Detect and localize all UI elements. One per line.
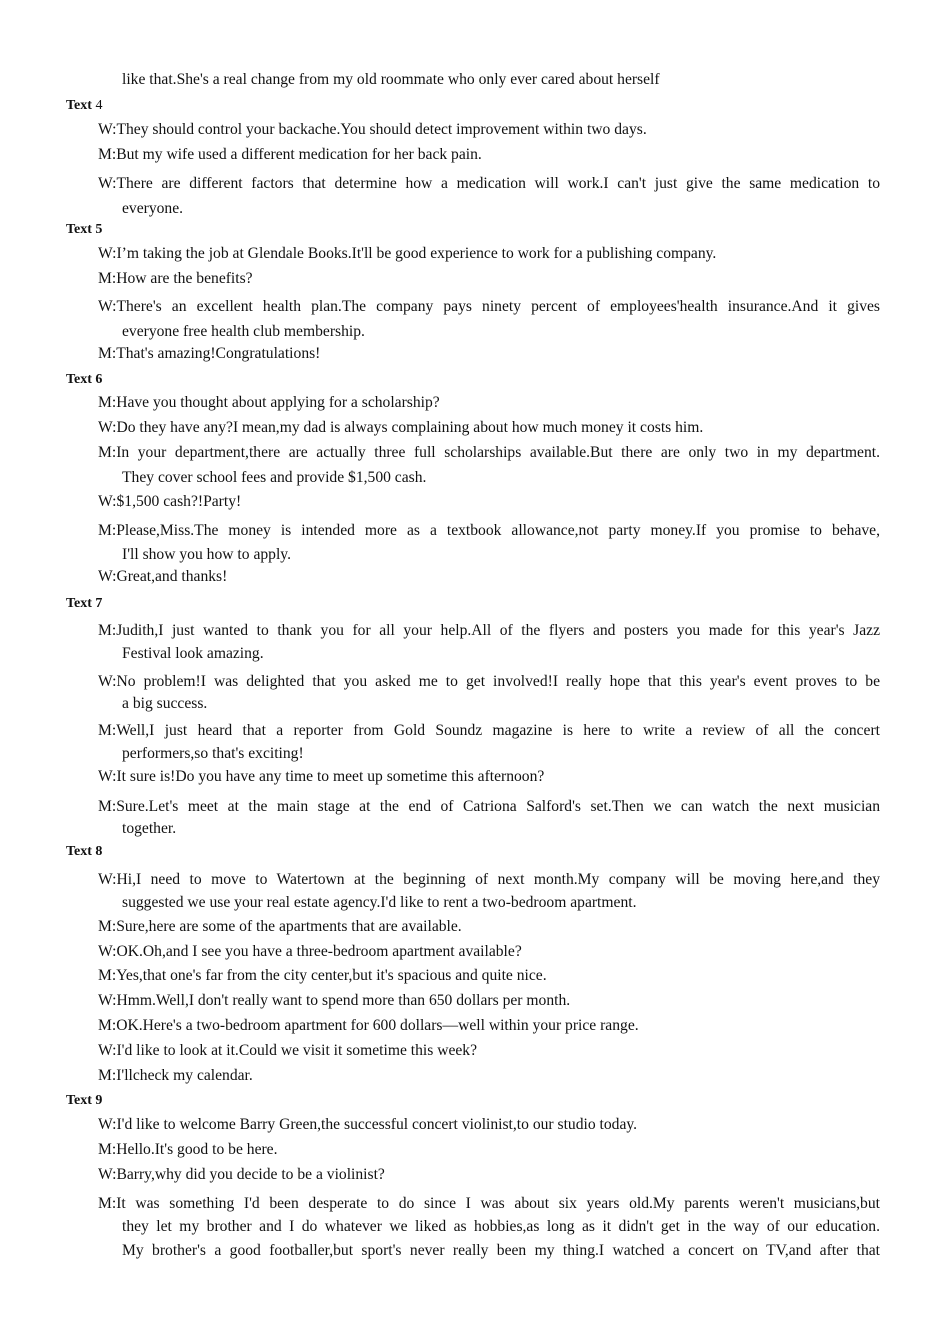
dialogue-line: W:Do they have any?I mean,my dad is always complaining about how much money it costs him.	[98, 419, 704, 436]
dialogue-line: W:It sure is!Do you have any time to meet up sometime this afternoon?	[98, 768, 545, 785]
dialogue-line-continuation: I'll show you how to apply.	[122, 546, 291, 563]
dialogue-line: W:They should control your backache.You should detect improvement within two days.	[98, 121, 647, 138]
dialogue-line-continuation: My brother's a good footballer,but sport's never really been my thing.I watched a concert on TV,and after that	[122, 1242, 880, 1259]
text-4-heading-label: Text	[66, 98, 92, 113]
text-7-heading: Text 7	[66, 596, 103, 611]
text-3-continuation-line: like that.She's a real change from my old roommate who only ever cared about herself	[122, 71, 660, 88]
text-9-heading: Text 9	[66, 1093, 103, 1108]
dialogue-line: M:Well,I just heard that a reporter from Gold Soundz magazine is here to write a review of all the concert	[98, 722, 880, 739]
dialogue-line: W:Great,and thanks!	[98, 568, 228, 585]
dialogue-line: W:Barry,why did you decide to be a violinist?	[98, 1166, 385, 1183]
dialogue-line: M:Hello.It's good to be here.	[98, 1141, 278, 1158]
dialogue-line: W:There are different factors that determine how a medication will work.I can't just give the same medication to	[98, 175, 880, 192]
text-8-heading: Text 8	[66, 844, 103, 859]
text-4-heading	[66, 97, 102, 115]
dialogue-line: M:Sure.Let's meet at the main stage at the end of Catriona Salford's set.Then we can watch the next musician	[98, 798, 880, 815]
dialogue-line-continuation: they let my brother and I do whatever we liked as hobbies,as long as it didn't get in the way of our education.	[122, 1218, 880, 1235]
dialogue-line: M:Have you thought about applying for a scholarship?	[98, 394, 440, 411]
dialogue-line: W:Hi,I need to move to Watertown at the beginning of next month.My company will be moving here,and they	[98, 871, 880, 888]
dialogue-line-continuation: a big success.	[122, 695, 208, 712]
text-4-heading-number: 4	[95, 98, 103, 113]
text-5-heading: Text 5	[66, 222, 103, 237]
dialogue-line-continuation: everyone free health club membership.	[122, 323, 365, 340]
dialogue-line: W:Hmm.Well,I don't really want to spend more than 650 dollars per month.	[98, 992, 571, 1009]
dialogue-line: M:In your department,there are actually three full scholarships available.But there are only two in my department.	[98, 444, 880, 461]
text-6-heading: Text 6	[66, 372, 103, 387]
dialogue-line: M:But my wife used a different medication for her back pain.	[98, 146, 482, 163]
dialogue-line: W:I’m taking the job at Glendale Books.It'll be good experience to work for a publishing company.	[98, 245, 717, 262]
dialogue-line-continuation: together.	[122, 820, 177, 837]
dialogue-line: M:That's amazing!Congratulations!	[98, 345, 321, 362]
dialogue-line-continuation: suggested we use your real estate agency.I'd like to rent a two-bedroom apartment.	[122, 894, 637, 911]
dialogue-line: M:Yes,that one's far from the city center,but it's spacious and quite nice.	[98, 967, 547, 984]
dialogue-line: W:No problem!I was delighted that you asked me to get involved!I really hope that this year's event proves to be	[98, 673, 880, 690]
dialogue-line: W:There's an excellent health plan.The company pays ninety percent of employees'health insurance.And it gives	[98, 298, 880, 315]
dialogue-line: M:Please,Miss.The money is intended more as a textbook allowance,not party money.If you promise to behave,	[98, 522, 880, 539]
dialogue-line: W:I'd like to look at it.Could we visit it sometime this week?	[98, 1042, 478, 1059]
dialogue-line-continuation: everyone.	[122, 200, 184, 217]
dialogue-line: M:Sure,here are some of the apartments that are available.	[98, 918, 462, 935]
dialogue-line: W:OK.Oh,and I see you have a three-bedroom apartment available?	[98, 943, 522, 960]
dialogue-line: M:OK.Here's a two-bedroom apartment for 600 dollars—well within your price range.	[98, 1017, 639, 1034]
dialogue-line: W:I'd like to welcome Barry Green,the successful concert violinist,to our studio today.	[98, 1116, 638, 1133]
dialogue-line-continuation: performers,so that's exciting!	[122, 745, 304, 762]
dialogue-line-continuation: Festival look amazing.	[122, 645, 264, 662]
dialogue-line: M:It was something I'd been desperate to do since I was about six years old.My parents weren't musicians,but	[98, 1195, 880, 1212]
dialogue-line-continuation: They cover school fees and provide $1,500 cash.	[122, 469, 427, 486]
dialogue-line: M:I'llcheck my calendar.	[98, 1067, 253, 1084]
dialogue-line: M:How are the benefits?	[98, 270, 253, 287]
dialogue-line: M:Judith,I just wanted to thank you for all your help.All of the flyers and posters you made for this year's Jazz	[98, 622, 880, 639]
dialogue-line: W:$1,500 cash?!Party!	[98, 493, 242, 510]
